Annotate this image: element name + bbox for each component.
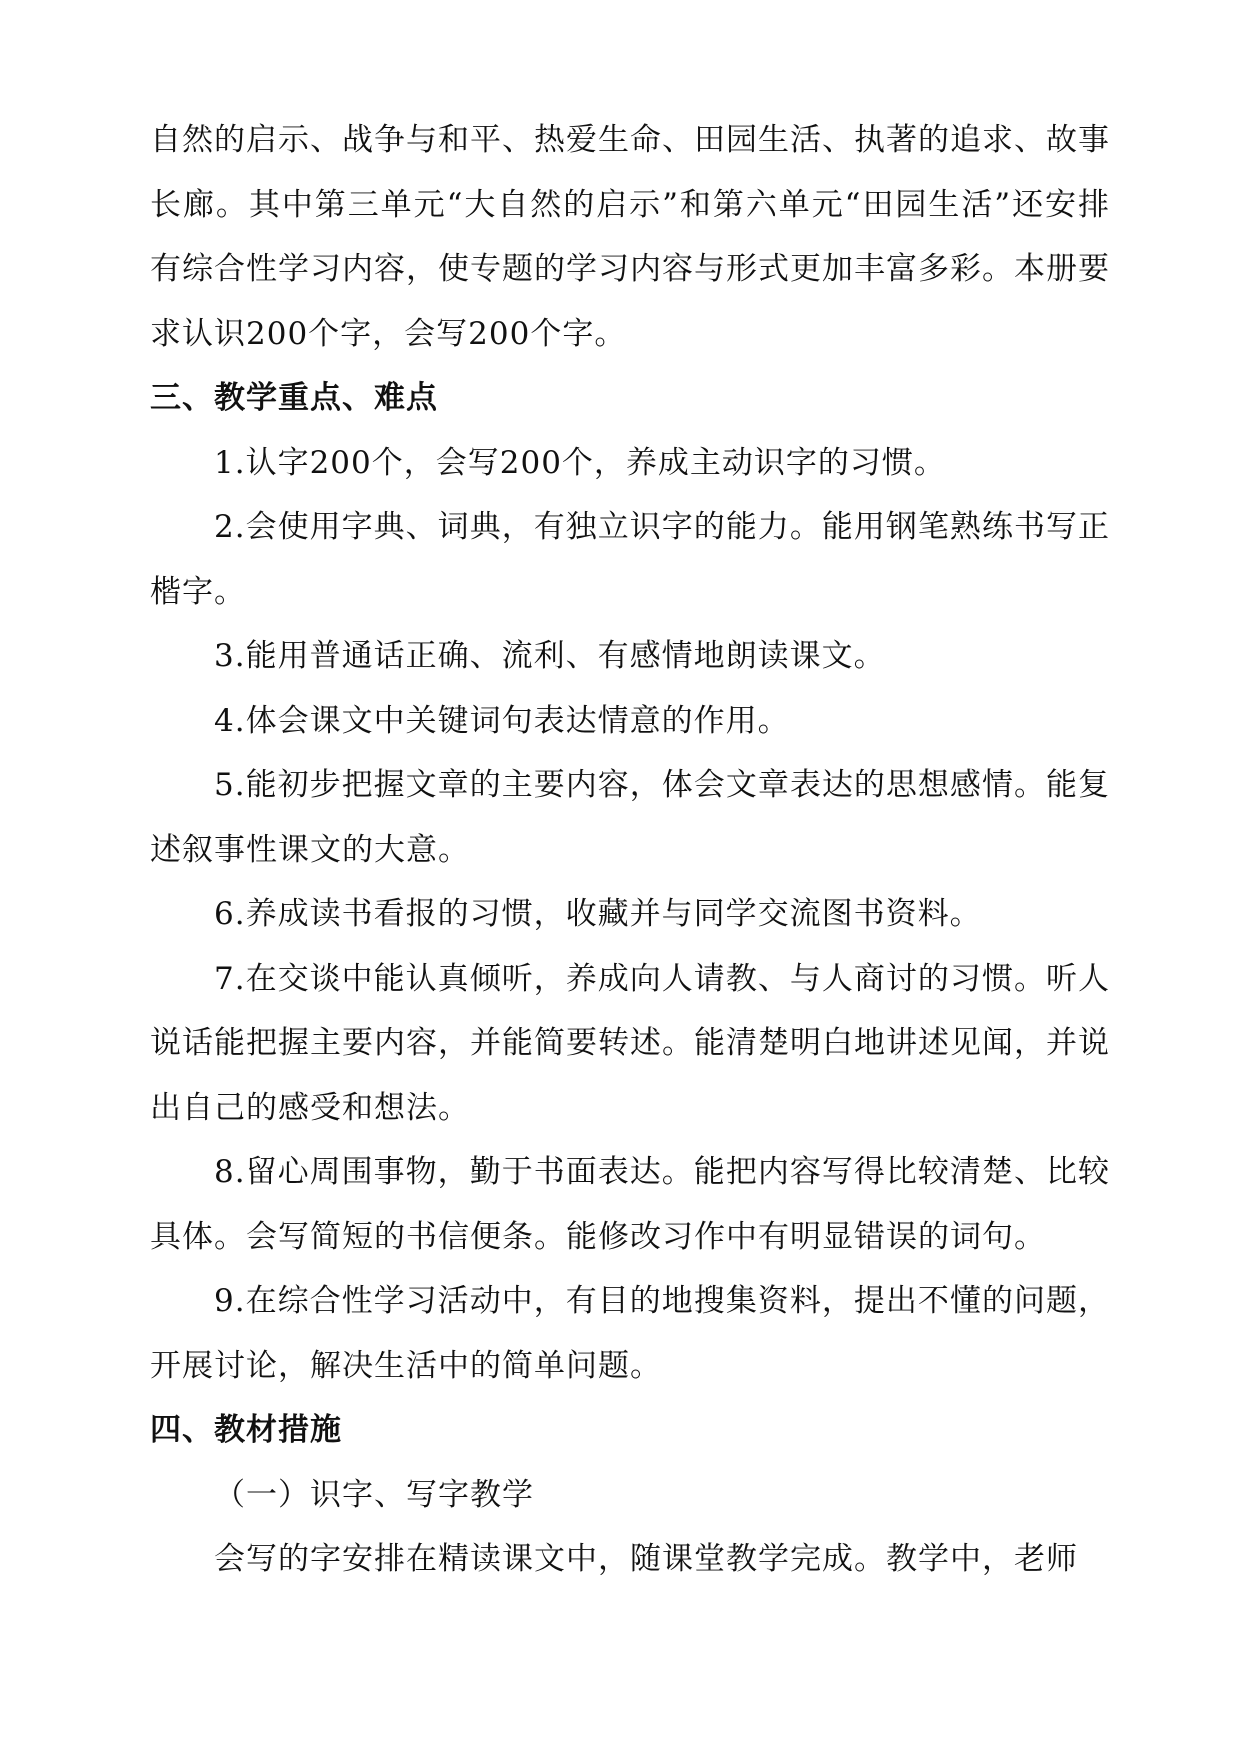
list-item: 3.能用普通话正确、流利、有感情地朗读课文。 (214, 638, 886, 674)
body-paragraph: 会写的字安排在精读课文中，随课堂教学完成。教学中，老师 (214, 1541, 1078, 1577)
list-item: 7.在交谈中能认真倾听，养成向人请教、与人商讨的习惯。听人说话能把握主要内容，并能简要转述。能清楚明白地讲述见闻，并说出自己的感受和想法。 (150, 960, 1110, 1126)
list-item: 4.体会课文中关键词句表达情意的作用。 (214, 702, 790, 739)
intro-paragraph: 自然的启示、战争与和平、热爱生命、田园生活、执著的追求、故事长廊。其中第三单元“大自然的启示”和第六单元“田园生活”还安排有综合性学习内容，使专题的学习内容与形式更加丰富多彩。本册要求认识200个字，会写200个字。 (150, 122, 1110, 352)
section-heading-teaching-focus: 三、教学重点、难点 (150, 380, 438, 416)
list-item: 9.在综合性学习活动中，有目的地搜集资料，提出不懂的问题，开展讨论，解决生活中的简单问题。 (150, 1283, 1110, 1384)
subsection-heading-literacy: （一）识字、写字教学 (214, 1476, 534, 1513)
list-item: 2.会使用字典、词典，有独立识字的能力。能用钢笔熟练书写正楷字。 (150, 509, 1110, 610)
list-item: 5.能初步把握文章的主要内容，体会文章表达的思想感情。能复述叙事性课文的大意。 (150, 767, 1110, 868)
list-item: 6.养成读书看报的习惯，收藏并与同学交流图书资料。 (214, 896, 982, 932)
document-body (150, 108, 1110, 1592)
list-item: 1.认字200个，会写200个，养成主动识字的习惯。 (214, 444, 946, 481)
section-heading-teaching-measures: 四、教材措施 (150, 1412, 342, 1448)
list-item: 8.留心周围事物，勤于书面表达。能把内容写得比较清楚、比较具体。会写简短的书信便条。能修改习作中有明显错误的词句。 (150, 1154, 1110, 1255)
